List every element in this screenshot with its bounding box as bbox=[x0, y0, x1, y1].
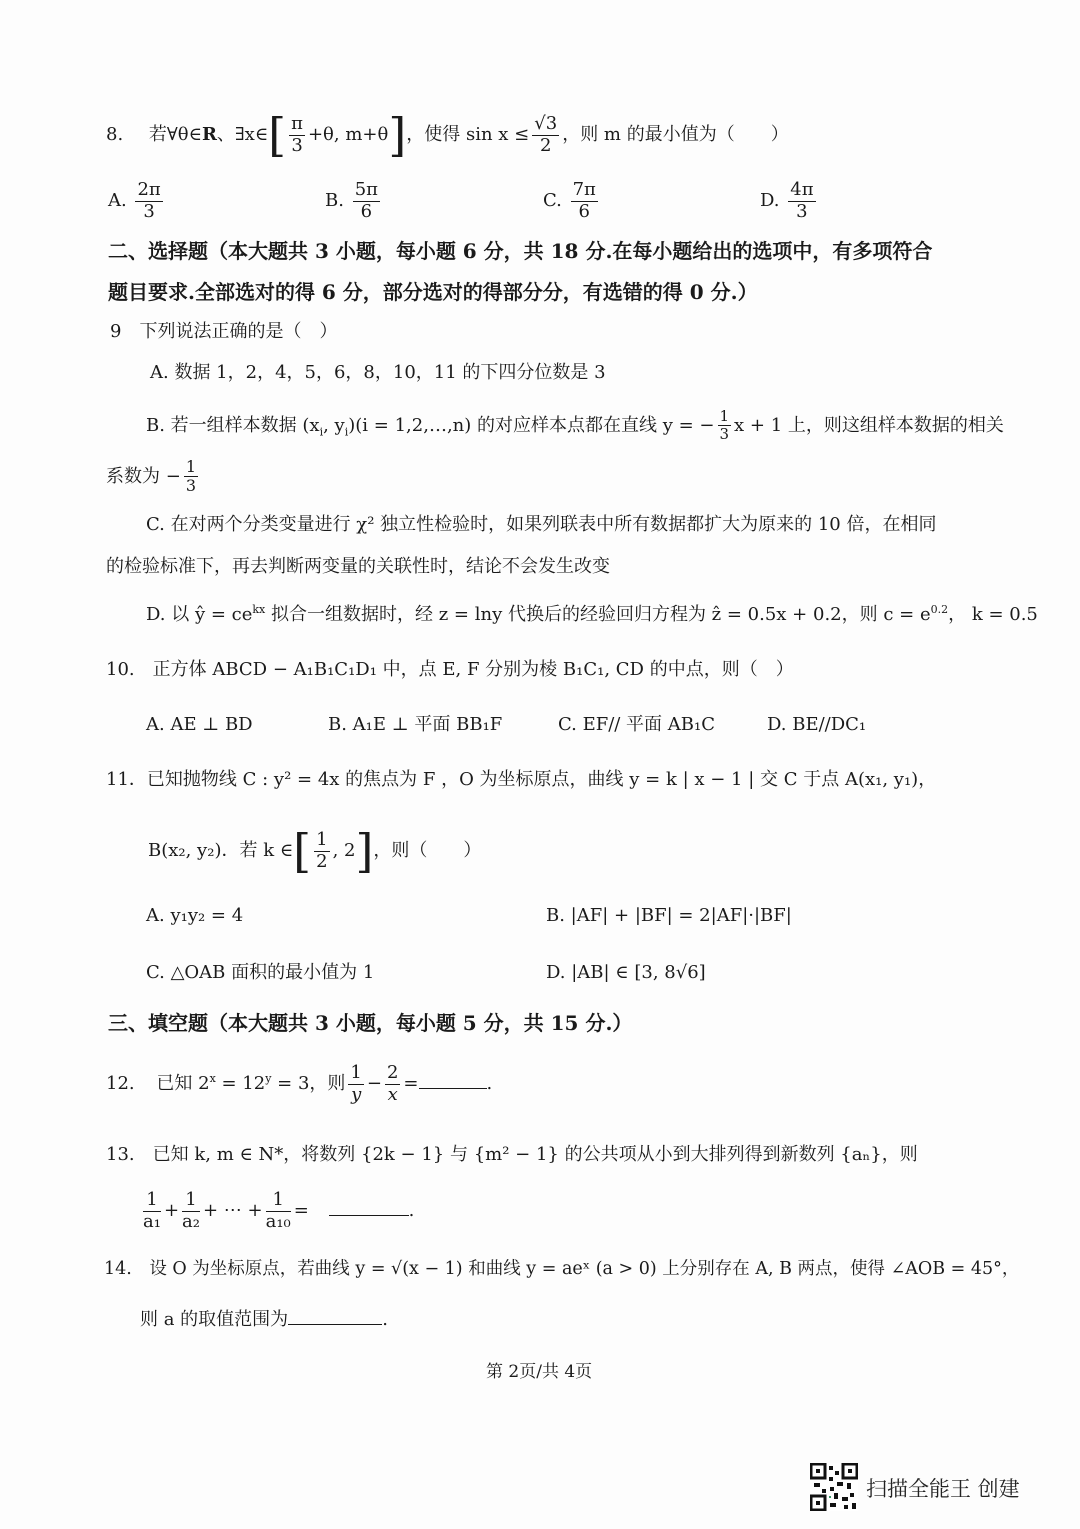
page-footer: 第 2页/共 4页 bbox=[486, 1362, 593, 1382]
q12-answer-blank bbox=[419, 1072, 487, 1089]
qr-code-icon bbox=[810, 1463, 858, 1511]
q11-stem: 11．已知抛物线 C : y² = 4x 的焦点为 F ，O 为坐标原点，曲线 y = k | x − 1 | 交 C 于点 A(x₁, y₁)， bbox=[106, 769, 937, 790]
q11-option-a: A. y₁y₂ = 4 bbox=[146, 905, 244, 926]
q9-option-c-cont: 的检验标准下，再去判断两变量的关联性时，结论不会发生改变 bbox=[106, 556, 610, 577]
q14-stem-cont: 则 a 的取值范围为 . bbox=[140, 1309, 388, 1330]
q8-option-a: A. $\frac{2\pi}{3}$ bbox=[108, 179, 161, 222]
q8-option-c: C. $\frac{7\pi}{6}$ bbox=[543, 179, 596, 222]
q8-option-b: B. $\frac{5\pi}{6}$ bbox=[325, 179, 378, 222]
q14-answer-blank bbox=[288, 1308, 382, 1325]
section2-heading-line1: 二、选择题（本大题共 3 小题，每小题 6 分，共 18 分.在每小题给出的选项中，有多项符合 bbox=[108, 239, 933, 263]
q14-stem: 14. 设 O 为坐标原点，若曲线 y = √(x − 1) 和曲线 y = aeˣ (a > 0) 上分别存在 A, B 两点，使得 ∠AOB = 45°， bbox=[104, 1259, 1020, 1279]
q10-option-c: C. EF// 平面 AB₁C bbox=[558, 714, 715, 735]
q13-answer-blank bbox=[329, 1199, 409, 1216]
q9-option-d: D. 以 ŷ = $ce^{kx}$ 拟合一组数据时，经 z = lny 代换后的经验回归方程为 ẑ = 0.5x + 0.2，则 $c = e^{0.2}$， k = 0.5 bbox=[146, 603, 1038, 625]
section3-heading: 三、填空题（本大题共 3 小题，每小题 5 分，共 15 分.） bbox=[108, 1011, 633, 1035]
q9-stem: 9 下列说法正确的是（ ） bbox=[110, 321, 338, 342]
q12-stem: 12. 已知 $2^x = 12^y = 3$，则 $\frac{1}{y}$ − $\frac{2}{x}$ = . bbox=[106, 1062, 493, 1105]
q9-option-c: C. 在对两个分类变量进行 χ² 独立性检验时，如果列联表中所有数据都扩大为原来的 10 倍，在相同 bbox=[146, 514, 937, 535]
q10-option-a: A. AE ⊥ BD bbox=[146, 714, 253, 735]
q8-option-d: D. $\frac{4\pi}{3}$ bbox=[760, 179, 814, 222]
q11-stem-cont: B(x₂, y₂)．若 k ∈[ $\frac{1}{2}$ , 2]，则（ ） bbox=[148, 824, 482, 878]
scanner-watermark: 扫描全能王 创建 bbox=[866, 1477, 1020, 1501]
q10-option-d: D. BE//DC₁ bbox=[767, 714, 867, 735]
q10-option-b: B. A₁E ⊥ 平面 BB₁F bbox=[328, 714, 503, 735]
q11-option-d: D. |AB| ∈ [3, 8√6] bbox=[546, 962, 706, 983]
q13-stem: 13. 已知 k, m ∈ N*，将数列 {2k − 1} 与 {m² − 1} 的公共项从小到大排列得到新数列 {aₙ}，则 bbox=[106, 1144, 918, 1165]
q9-option-b: B. 若一组样本数据 ($x_i$, $y_i)(i$ = 1,2,…,n) 的对应样本点都在直线 y = − $\frac{1}{3}$ x + 1 上，则这组样本数据的相关 bbox=[146, 407, 1004, 444]
q11-option-c: C. △OAB 面积的最小值为 1 bbox=[146, 962, 375, 983]
q9-option-b-cont: 系数为 − $\frac{1}{3}$ bbox=[106, 457, 196, 496]
q10-stem: 10. 正方体 ABCD − A₁B₁C₁D₁ 中，点 E, F 分别为棱 B₁C₁, CD 的中点，则（ ） bbox=[106, 659, 794, 680]
section2-heading-line2: 题目要求.全部选对的得 6 分，部分选对的得部分分，有选错的得 0 分.） bbox=[108, 280, 758, 304]
q8-stem: 8. 若∀θ∈R、∃x∈[ $\frac{\pi}{3}$ +θ, m+θ]，使得 sin x ≤ $\frac{√3}{2}$ ，则 m 的最小值为（ ） bbox=[106, 108, 789, 162]
q9-option-a: A. 数据 1，2，4，5，6，8，10，11 的下四分位数是 3 bbox=[150, 362, 606, 383]
q13-expression: $\frac{1}{\text{a₁}}$ + $\frac{1}{\text{a₂}}$ + ⋯ + $\frac{1}{\text{a₁₀}}$ = . bbox=[143, 1189, 415, 1232]
q11-option-b: B. |AF| + |BF| = 2|AF|·|BF| bbox=[546, 905, 792, 926]
